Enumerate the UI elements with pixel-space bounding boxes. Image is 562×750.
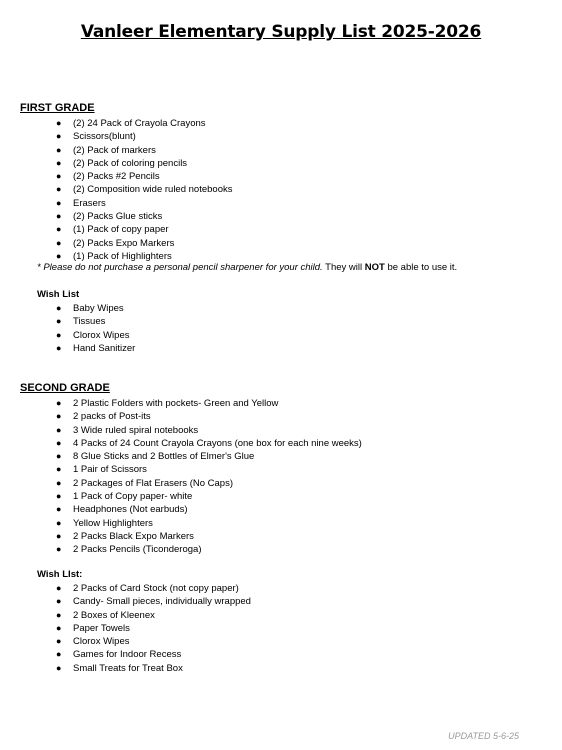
list-item	[0, 622, 251, 635]
list-item-text: (2) Composition wide ruled notebooks	[73, 184, 233, 196]
list-item	[0, 582, 251, 595]
bullet-icon: ●	[56, 131, 62, 142]
list-item	[0, 223, 232, 236]
list-item	[0, 437, 362, 450]
bullet-icon: ●	[56, 504, 62, 515]
list-item-text: 2 Plastic Folders with pockets- Green and Yellow	[73, 398, 279, 409]
list-item-text: 2 Boxes of Kleenex	[73, 609, 155, 621]
bullet-icon: ●	[56, 398, 62, 408]
list-item	[0, 517, 362, 530]
second-grade-wish-list	[0, 582, 251, 675]
list-item	[0, 157, 232, 170]
list-item-text: Candy- Small pieces, individually wrapped	[73, 596, 251, 608]
bullet-icon: ●	[56, 329, 62, 340]
bullet-icon: ●	[56, 530, 62, 541]
bullet-icon: ●	[56, 171, 62, 182]
list-item-text: Games for Indoor Recess	[73, 649, 182, 661]
list-item-text: Clorox Wipes	[73, 329, 130, 341]
first-grade-heading: FIRST GRADE	[20, 102, 95, 114]
bullet-icon: ●	[56, 477, 62, 488]
bullet-icon: ●	[56, 211, 62, 222]
bullet-icon: ●	[56, 197, 62, 208]
list-item	[0, 424, 362, 437]
list-item-text: 2 Packs Black Expo Markers	[73, 530, 194, 542]
list-item-text: Paper Towels	[73, 622, 130, 634]
first-grade-list	[0, 117, 232, 263]
list-item	[0, 237, 232, 250]
list-item-text: (1) Pack of Highlighters	[73, 250, 172, 262]
list-item	[0, 117, 232, 130]
list-item-text: (2) Packs Expo Markers	[73, 237, 175, 249]
list-item	[0, 450, 362, 463]
bullet-icon: ●	[56, 237, 62, 248]
bullet-icon: ●	[56, 118, 62, 128]
bullet-icon: ●	[56, 411, 62, 422]
list-item-text: 4 Packs of 24 Count Crayola Crayons (one box for each nine weeks)	[73, 437, 362, 449]
note-plain-2: be able to use it.	[384, 262, 458, 273]
bullet-icon: ●	[56, 316, 62, 327]
note-italic: * Please do not purchase a personal pencil sharpener for your child.	[37, 262, 323, 273]
list-item-text: (2) Packs Glue sticks	[73, 211, 163, 223]
updated-date: UPDATED 5-6-25	[448, 731, 519, 741]
list-item-text: 1 Pack of Copy paper- white	[73, 491, 193, 503]
bullet-icon: ●	[56, 491, 62, 502]
list-item	[0, 635, 251, 648]
second-grade-list	[0, 397, 362, 557]
bullet-icon: ●	[56, 622, 62, 633]
list-item-text: (2) Pack of coloring pencils	[73, 157, 188, 169]
list-item-text: Erasers	[73, 197, 106, 209]
list-item-text: Scissors(blunt)	[73, 131, 136, 143]
list-item	[0, 170, 232, 183]
list-item	[0, 662, 251, 675]
bullet-icon: ●	[56, 464, 62, 475]
list-item-text: (2) 24 Pack of Crayola Crayons	[73, 118, 206, 129]
list-item	[0, 530, 362, 543]
list-item-text: 1 Pair of Scissors	[73, 464, 147, 476]
bullet-icon: ●	[56, 609, 62, 620]
list-item	[0, 130, 232, 143]
bullet-icon: ●	[56, 544, 62, 555]
second-grade-wish-heading: Wish LIst:	[37, 569, 83, 580]
bullet-icon: ●	[56, 583, 62, 593]
list-item	[0, 477, 362, 490]
bullet-icon: ●	[56, 144, 62, 155]
list-item	[0, 397, 362, 410]
list-item-text: Baby Wipes	[73, 303, 124, 314]
bullet-icon: ●	[56, 424, 62, 435]
list-item	[0, 490, 362, 503]
first-grade-wish-heading: Wish List	[37, 289, 80, 300]
list-item-text: 2 packs of Post-its	[73, 411, 151, 423]
note-bold: NOT	[364, 262, 385, 273]
list-item	[0, 329, 135, 342]
list-item	[0, 197, 232, 210]
bullet-icon: ●	[56, 342, 62, 353]
page-title: Vanleer Elementary Supply List 2025-2026	[80, 22, 482, 42]
bullet-icon: ●	[56, 662, 62, 673]
list-item	[0, 648, 251, 661]
bullet-icon: ●	[56, 184, 62, 195]
list-item-text: (2) Packs #2 Pencils	[73, 171, 160, 183]
bullet-icon: ●	[56, 157, 62, 168]
list-item	[0, 302, 135, 315]
bullet-icon: ●	[56, 517, 62, 528]
list-item-text: Small Treats for Treat Box	[73, 662, 183, 674]
list-item-text: (2) Pack of markers	[73, 144, 156, 156]
list-item	[0, 342, 135, 355]
bullet-icon: ●	[56, 224, 62, 235]
list-item	[0, 144, 232, 157]
note-plain-1: They will	[322, 262, 365, 273]
list-item-text: Yellow Highlighters	[73, 517, 153, 529]
list-item	[0, 543, 362, 556]
list-item-text: Tissues	[73, 316, 106, 328]
bullet-icon: ●	[56, 303, 62, 313]
list-item-text: 2 Packages of Flat Erasers (No Caps)	[73, 477, 233, 489]
bullet-icon: ●	[56, 596, 62, 607]
list-item-text: (1) Pack of copy paper	[73, 224, 169, 236]
list-item-text: 8 Glue Sticks and 2 Bottles of Elmer's Glue	[73, 451, 255, 463]
list-item	[0, 609, 251, 622]
bullet-icon: ●	[56, 250, 62, 261]
list-item	[0, 503, 362, 516]
bullet-icon: ●	[56, 649, 62, 660]
list-item-text: 3 Wide ruled spiral notebooks	[73, 424, 199, 436]
list-item-text: Headphones (Not earbuds)	[73, 504, 188, 516]
bullet-icon: ●	[56, 636, 62, 647]
list-item-text: 2 Packs Pencils (Ticonderoga)	[73, 544, 202, 556]
bullet-icon: ●	[56, 437, 62, 448]
list-item-text: 2 Packs of Card Stock (not copy paper)	[73, 583, 239, 594]
list-item	[0, 315, 135, 328]
bullet-icon: ●	[56, 451, 62, 462]
list-item	[0, 463, 362, 476]
list-item-text: Hand Sanitizer	[73, 342, 136, 354]
list-item	[0, 410, 362, 423]
list-item-text: Clorox Wipes	[73, 636, 130, 648]
first-grade-note	[37, 262, 457, 273]
first-grade-wish-list	[0, 302, 135, 355]
list-item	[0, 210, 232, 223]
list-item	[0, 595, 251, 608]
list-item	[0, 183, 232, 196]
second-grade-heading: SECOND GRADE	[20, 382, 110, 394]
